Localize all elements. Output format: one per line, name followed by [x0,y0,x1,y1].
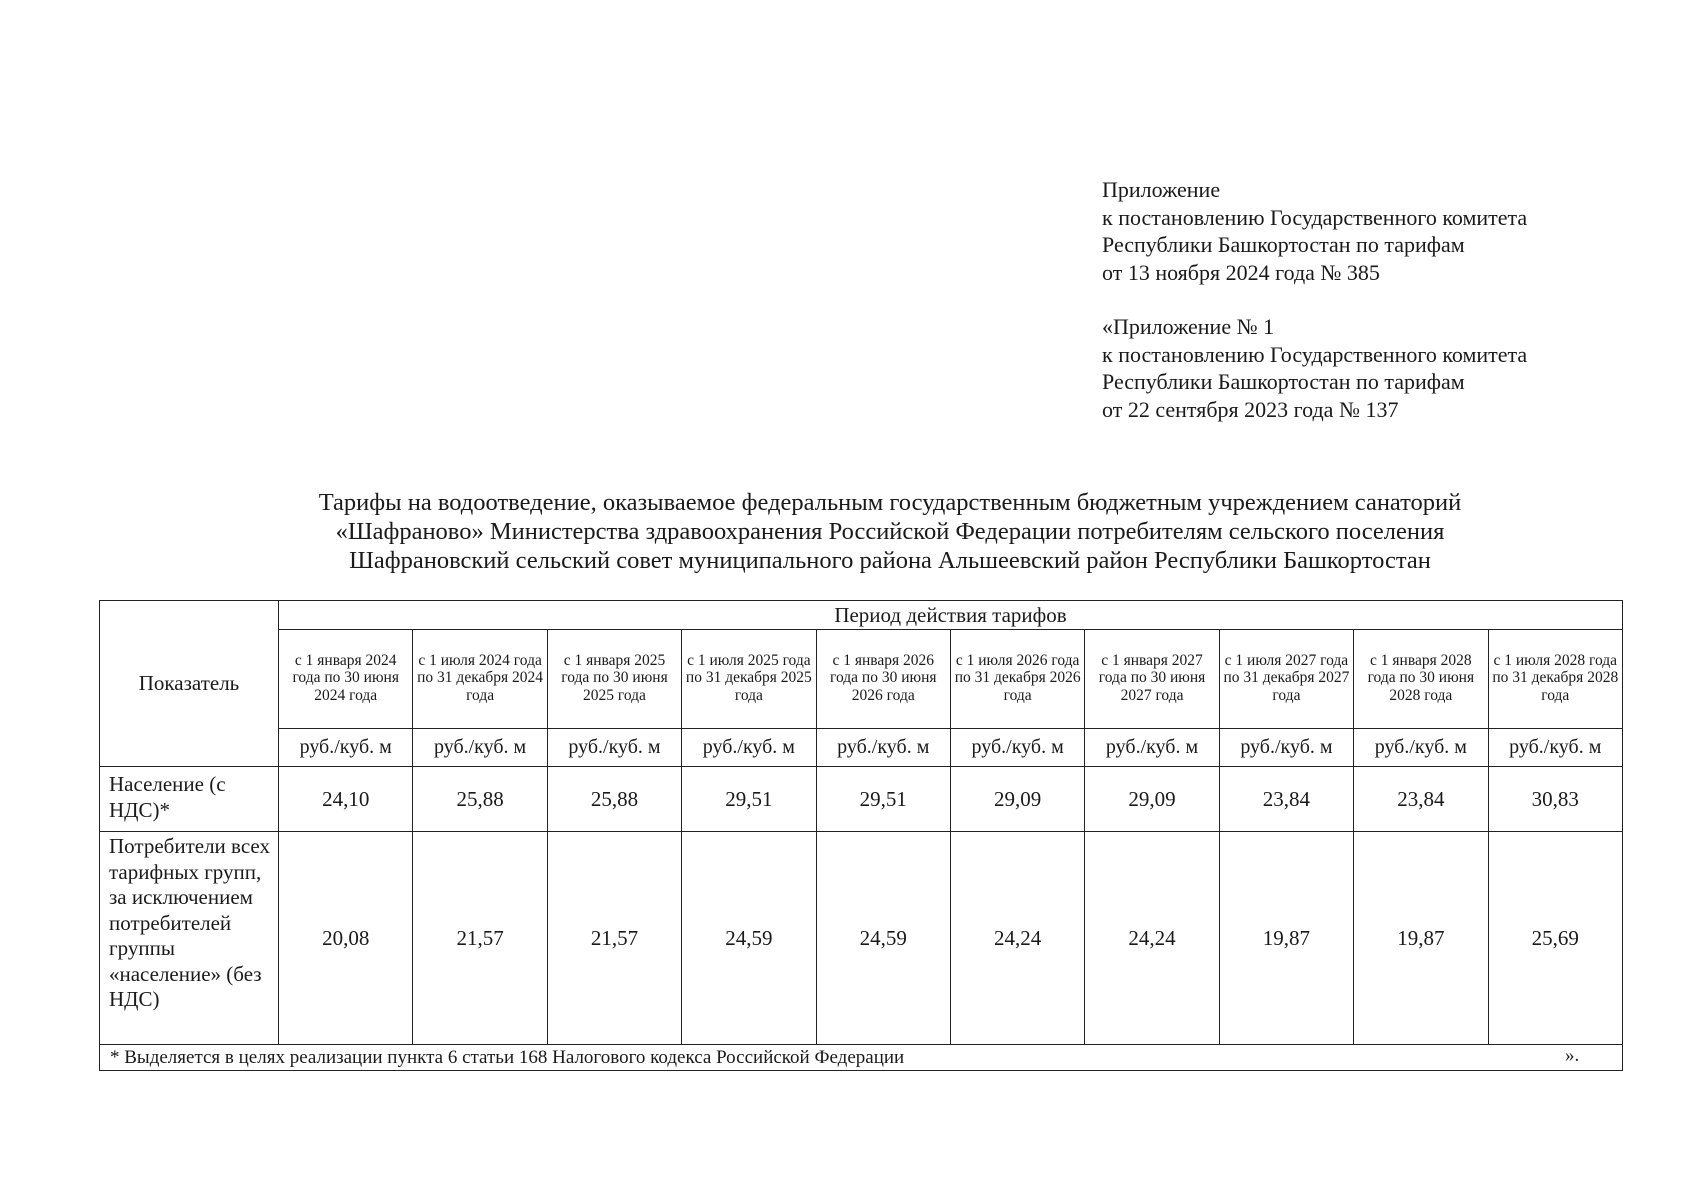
period-range-header: с 1 января 2025 года по 30 июня 2025 года [547,630,681,729]
row-label-population: Население (с НДС)* [100,767,279,832]
period-header: Период действия тарифов [279,601,1623,630]
period-range-header: с 1 января 2024 года по 30 июня 2024 года [279,630,413,729]
tariff-value-cell: 25,88 [547,767,681,832]
tariff-value-cell: 25,88 [413,767,547,832]
tariff-value-cell: 21,57 [547,832,681,1045]
period-range-header: с 1 июля 2026 года по 31 декабря 2026 года [950,630,1084,729]
title-line: Шафрановский сельский совет муниципального района Альшеевский район Республики Башкортостан [349,547,1431,574]
unit-header: руб./куб. м [1219,729,1353,767]
unit-header: руб./куб. м [279,729,413,767]
period-range-header: с 1 января 2027 года по 30 июня 2027 года [1085,630,1219,729]
original-appendix-line: к постановлению Государственного комитета [1102,341,1528,367]
tariff-value-cell: 24,24 [1085,832,1219,1045]
tariff-value-cell: 19,87 [1354,832,1488,1045]
appendix-block [1102,176,1527,423]
tariff-value-cell: 24,59 [816,832,950,1045]
tariff-value-cell: 25,69 [1488,832,1622,1045]
unit-header: руб./куб. м [1085,729,1219,767]
document-title [200,488,1580,575]
tariff-value-cell: 29,09 [1085,767,1219,832]
period-range-header: с 1 января 2026 года по 30 июня 2026 года [816,630,950,729]
tariff-value-cell: 24,10 [279,767,413,832]
title-line: «Шафраново» Министерства здравоохранения Российской Федерации потребителям сельского поселения [335,518,1445,545]
tariff-value-cell: 20,08 [279,832,413,1045]
tariff-value-cell: 24,59 [682,832,816,1045]
tariff-value-cell: 29,51 [682,767,816,832]
appendix-line: к постановлению Государственного комитета [1102,204,1528,230]
footnote: * Выделяется в целях реализации пункта 6 статьи 168 Налогового кодекса Российской Федерации [100,1045,1623,1071]
tariff-value-cell: 29,51 [816,767,950,832]
row-label-other-consumers: Потребители всех тарифных групп, за исключением потребителей группы «население» (без НДС) [100,832,279,1045]
tariff-value-cell: 19,87 [1219,832,1353,1045]
period-range-header: с 1 января 2028 года по 30 июня 2028 года [1354,630,1488,729]
unit-header: руб./куб. м [682,729,816,767]
unit-header: руб./куб. м [1354,729,1488,767]
unit-header: руб./куб. м [547,729,681,767]
original-appendix-line: «Приложение № 1 [1102,314,1275,339]
appendix-line: Республики Башкортостан по тарифам [1102,232,1465,257]
period-range-header: с 1 июля 2025 года по 31 декабря 2025 года [682,630,816,729]
indicator-header: Показатель [100,601,279,767]
title-line: Тарифы на водоотведение, оказываемое федеральным государственным бюджетным учреждением санаторий [318,489,1462,516]
appendix-line: Приложение [1102,177,1221,202]
tariff-table [99,600,1623,1071]
tariff-value-cell: 21,57 [413,832,547,1045]
appendix-line: от 13 ноября 2024 года № 385 [1102,259,1380,285]
tariff-value-cell: 23,84 [1354,767,1488,832]
closing-quote-mark: ». [1565,1045,1580,1066]
unit-header: руб./куб. м [816,729,950,767]
original-appendix-line: от 22 сентября 2023 года № 137 [1102,396,1399,422]
tariff-value-cell: 29,09 [950,767,1084,832]
tariff-value-cell: 30,83 [1488,767,1622,832]
unit-header: руб./куб. м [413,729,547,767]
period-range-header: с 1 июля 2028 года по 31 декабря 2028 года [1488,630,1622,729]
tariff-value-cell: 24,24 [950,832,1084,1045]
period-range-header: с 1 июля 2027 года по 31 декабря 2027 года [1219,630,1353,729]
tariff-value-cell: 23,84 [1219,767,1353,832]
original-appendix-line: Республики Башкортостан по тарифам [1102,369,1465,394]
period-range-header: с 1 июля 2024 года по 31 декабря 2024 года [413,630,547,729]
unit-header: руб./куб. м [1488,729,1622,767]
unit-header: руб./куб. м [950,729,1084,767]
